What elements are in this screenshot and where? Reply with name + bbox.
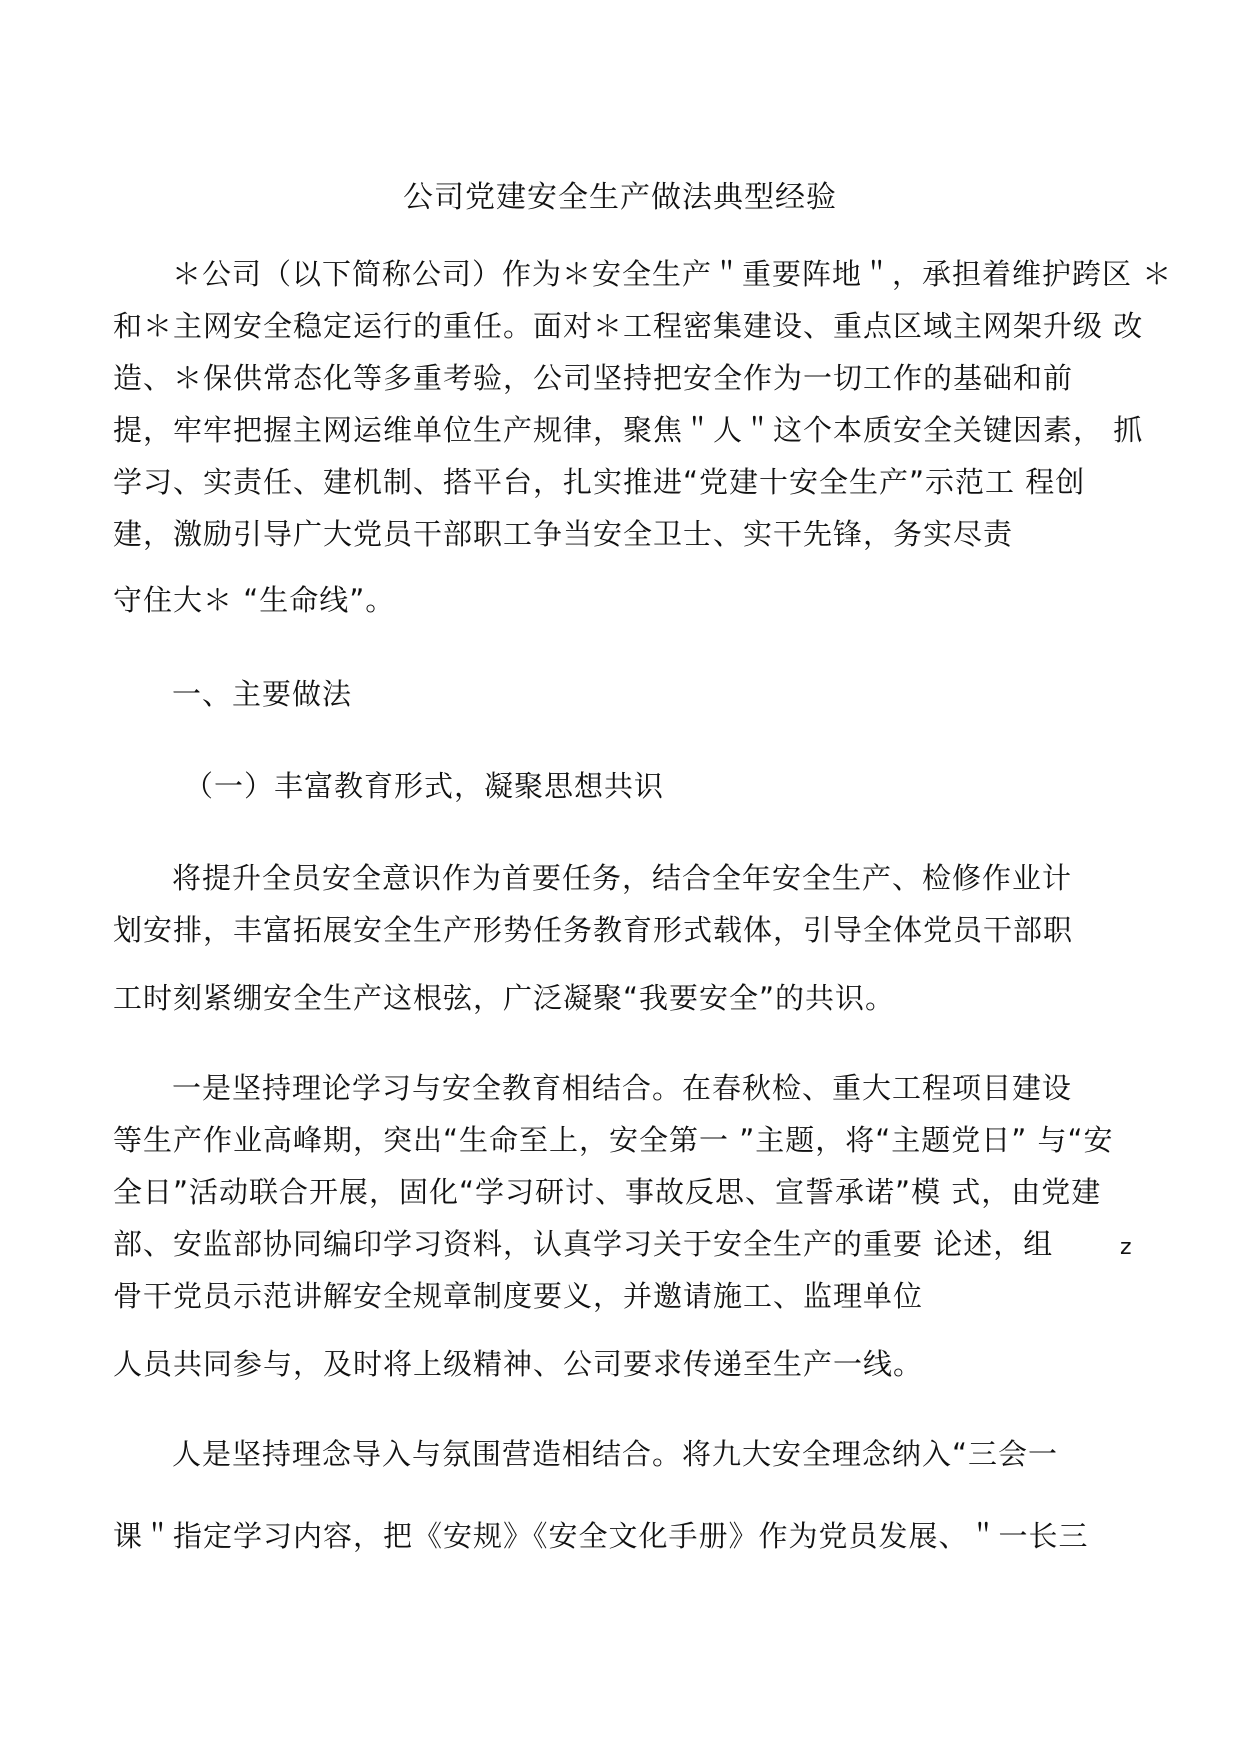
paragraph-line: 学习、实责任、建机制、搭平台，扎实推进“党建十安全生产”示范工 程创 [113, 465, 1086, 499]
paragraph-line: 守住大＊ “生命线”。 [113, 583, 396, 617]
paragraph-line: 工时刻紧绷安全生产这根弦，广泛凝聚“我要安全”的共识。 [113, 981, 896, 1015]
paragraph-line: 等生产作业高峰期，突出“生命至上，安全第一 ”主题，将“主题党日” 与“安 [113, 1123, 1114, 1157]
paragraph-line: 划安排，丰富拓展安全生产形势任务教育形式载体，引导全体党员干部职 [113, 913, 1074, 947]
paragraph-line: 和＊主网安全稳定运行的重任。面对＊工程密集建设、重点区域主网架升级 改 [113, 309, 1144, 343]
paragraph-line: 人员共同参与，及时将上级精神、公司要求传递至生产一线。 [113, 1347, 924, 1381]
paragraph-line: 建，激励引导广大党员干部职工争当安全卫士、实干先锋，务实尽责 [113, 517, 1014, 551]
paragraph-line: 课＂指定学习内容，把《安规》《安全文化手册》作为党员发展、＂一长三 [113, 1519, 1089, 1553]
paragraph-line: 人是坚持理念导入与氛围营造相结合。将九大安全理念纳入“三会一 [172, 1437, 1059, 1471]
paragraph-line: 将提升全员安全意识作为首要任务，结合全年安全生产、检修作业计 [172, 861, 1073, 895]
paragraph-line: 造、＊保供常态化等多重考验，公司坚持把安全作为一切工作的基础和前 [113, 361, 1074, 395]
section-heading: 一、主要做法 [172, 677, 353, 711]
subsection-heading: （一）丰富教育形式，凝聚思想共识 [184, 769, 665, 803]
paragraph-line: 骨干党员示范讲解安全规章制度要义，并邀请施工、监理单位 [113, 1279, 924, 1313]
paragraph-line: ＊公司（以下简称公司）作为＊安全生产＂重要阵地＂，承担着维护跨区 ＊ [172, 257, 1173, 291]
document-title: 公司党建安全生产做法典型经验 [403, 180, 837, 215]
paragraph-line: 一是坚持理论学习与安全教育相结合。在春秋检、重大工程项目建设 [172, 1071, 1073, 1105]
paragraph-line: 全日”活动联合开展，固化“学习研讨、事故反思、宣誓承诺”模 式，由党建 [113, 1175, 1102, 1209]
stray-character: z [1120, 1235, 1133, 1260]
paragraph-line: 部、安监部协同编印学习资料，认真学习关于安全生产的重要 论述，组 [113, 1227, 1054, 1261]
paragraph-line: 提，牢牢把握主网运维单位生产规律，聚焦＂人＂这个本质安全关键因素， 抓 [113, 413, 1144, 447]
